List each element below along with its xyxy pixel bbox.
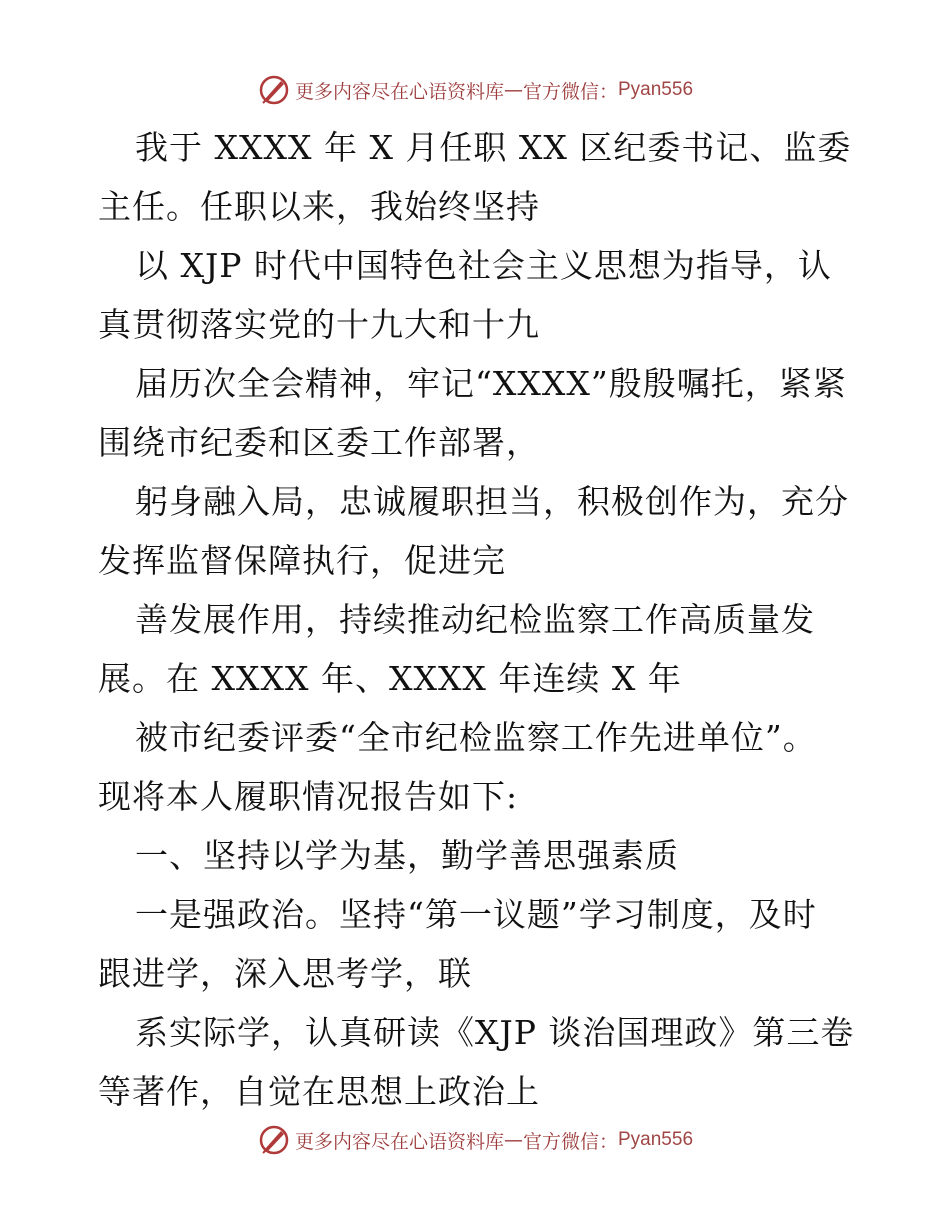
section-heading: 一、坚持以学为基，勤学善思强素质 [135, 836, 679, 875]
watermark-official: 官方微信： [522, 1130, 618, 1153]
body-line: 围绕市纪委和区委工作部署， [98, 423, 540, 462]
body-line: 届历次全会精神，牢记“XXXX”殷殷嘱托，紧紧 [135, 364, 847, 403]
body-line: 等著作，自觉在思想上政治上 [98, 1072, 540, 1111]
body-line: 现将本人履职情况报告如下: [98, 777, 519, 816]
body-line: 以 XJP 时代中国特色社会主义思想为指导，认 [135, 246, 832, 285]
header-watermark [0, 70, 950, 110]
watermark-separator: — [503, 79, 523, 101]
body-line: 我于 XXXX 年 X 月任职 XX 区纪委书记、监委 [135, 128, 852, 167]
body-line: 真贯彻落实党的十九大和十九 [98, 305, 540, 344]
watermark-handle: Pyan556 [618, 1129, 694, 1150]
body-line: 一是强政治。坚持“第一议题”学习制度，及时 [135, 895, 817, 934]
watermark-handle: Pyan556 [618, 79, 694, 100]
body-line: 主任。任职以来，我始终坚持 [98, 187, 540, 226]
quill-pen-logo-icon [257, 73, 291, 107]
watermark-official: 官方微信： [522, 80, 618, 103]
body-line: 跟进学，深入思考学，联 [98, 954, 472, 993]
watermark-text: 更多内容尽在心语资料库 [294, 1130, 504, 1153]
body-line: 躬身融入局，忠诚履职担当，积极创作为，充分 [135, 482, 849, 521]
body-line: 被市纪委评委“全市纪检监察工作先进单位”。 [135, 718, 817, 757]
watermark-text: 更多内容尽在心语资料库 [294, 80, 504, 103]
footer-watermark [0, 1120, 950, 1160]
body-line: 发挥监督保障执行，促进完 [98, 541, 506, 580]
body-line: 系实际学，认真研读《XJP 谈治国理政》第三卷 [135, 1013, 855, 1052]
body-line: 展。在 XXXX 年、XXXX 年连续 X 年 [98, 659, 682, 698]
body-line: 善发展作用，持续推动纪检监察工作高质量发 [135, 600, 815, 639]
document-body [98, 118, 858, 1121]
quill-pen-logo-icon [257, 1123, 291, 1157]
watermark-separator: — [503, 1129, 523, 1151]
